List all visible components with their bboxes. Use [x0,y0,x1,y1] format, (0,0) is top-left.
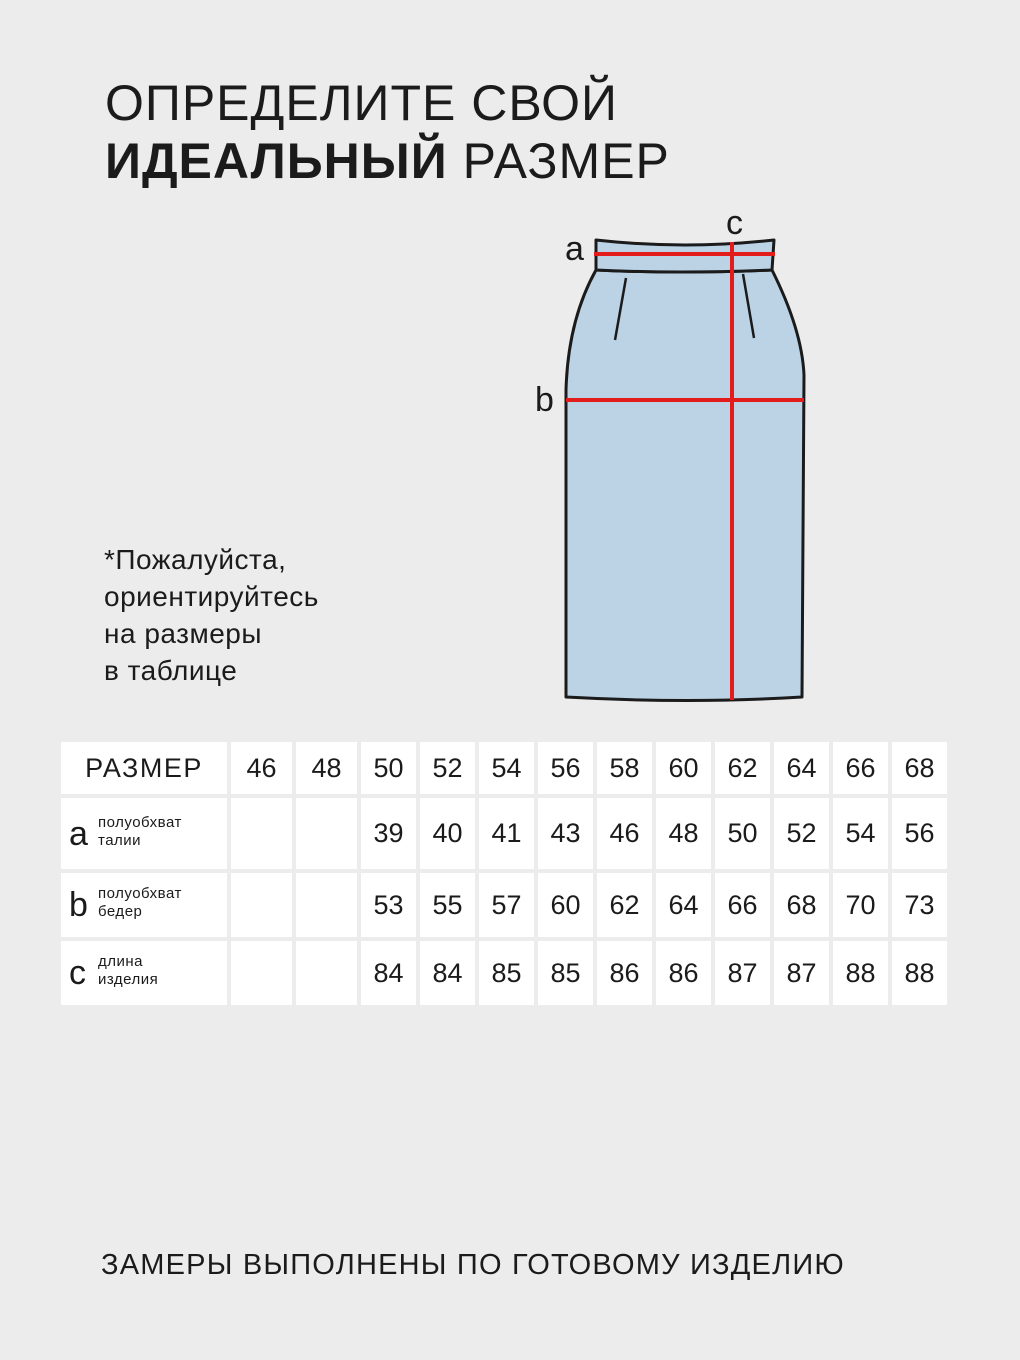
row-letter: c [69,954,86,992]
table-cell [231,873,292,937]
table-cell [231,941,292,1005]
size-header-cell: 56 [538,742,593,794]
table-cell: 84 [420,941,475,1005]
table-cell: 73 [892,873,947,937]
size-header-cell: 66 [833,742,888,794]
size-header-label: РАЗМЕР [61,742,227,794]
table-cell: 43 [538,798,593,869]
size-header-cell: 46 [231,742,292,794]
table-cell: 62 [597,873,652,937]
table-cell: 88 [892,941,947,1005]
title-rest-word: РАЗМЕР [462,133,670,189]
table-cell: 57 [479,873,534,937]
table-cell: 84 [361,941,416,1005]
table-row-hips [61,873,947,937]
table-cell [231,798,292,869]
title-line-1: ОПРЕДЕЛИТЕ СВОЙ [105,75,618,131]
footer-note: ЗАМЕРЫ ВЫПОЛНЕНЫ ПО ГОТОВОМУ ИЗДЕЛИЮ [101,1249,845,1281]
table-row-waist [61,798,947,869]
table-cell: 87 [715,941,770,1005]
size-header-cell: 54 [479,742,534,794]
row-desc-line: изделия [98,971,159,988]
row-desc-line: бедер [98,903,143,920]
table-cell [296,941,357,1005]
table-cell: 40 [420,798,475,869]
row-description [98,814,182,850]
table-cell: 46 [597,798,652,869]
row-desc-line: длина [98,953,144,970]
table-cell: 85 [479,941,534,1005]
size-header-cell: 64 [774,742,829,794]
table-cell: 85 [538,941,593,1005]
row-desc-line: полуобхват [98,885,182,902]
row-label-cell [61,873,227,937]
row-description [98,953,158,989]
table-cell [296,873,357,937]
table-cell: 41 [479,798,534,869]
table-cell: 66 [715,873,770,937]
title-bold-word: ИДЕАЛЬНЫЙ [105,133,448,189]
table-cell: 48 [656,798,711,869]
size-note [104,541,319,689]
table-cell: 64 [656,873,711,937]
table-cell: 86 [597,941,652,1005]
table-cell: 50 [715,798,770,869]
skirt-diagram [520,200,830,710]
table-cell: 55 [420,873,475,937]
table-cell: 56 [892,798,947,869]
table-row-length [61,941,947,1005]
skirt-body [566,270,804,701]
table-cell: 54 [833,798,888,869]
note-line: в таблице [104,655,238,686]
table-cell: 70 [833,873,888,937]
row-label-cell [61,798,227,869]
row-label-cell [61,941,227,1005]
label-b: b [535,381,554,419]
row-letter: a [69,814,88,853]
size-table [57,738,951,1009]
note-line: ориентируйтесь [104,581,319,612]
page-title [105,74,670,190]
size-header-cell: 50 [361,742,416,794]
table-cell: 39 [361,798,416,869]
table-cell: 53 [361,873,416,937]
size-header-cell: 68 [892,742,947,794]
table-cell: 88 [833,941,888,1005]
size-header-row [61,742,947,794]
table-cell: 68 [774,873,829,937]
note-line: *Пожалуйста, [104,544,287,575]
row-desc-line: талии [98,831,142,849]
size-header-cell: 48 [296,742,357,794]
size-header-cell: 58 [597,742,652,794]
table-cell: 86 [656,941,711,1005]
label-a: a [565,230,584,268]
table-cell: 87 [774,941,829,1005]
table-cell: 52 [774,798,829,869]
size-header-cell: 60 [656,742,711,794]
row-description [98,885,182,921]
size-header-cell: 62 [715,742,770,794]
row-desc-line: полуобхват [98,813,182,831]
row-letter: b [69,886,88,924]
label-c: c [726,204,743,242]
note-line: на размеры [104,618,263,649]
table-cell: 60 [538,873,593,937]
table-cell [296,798,357,869]
size-header-cell: 52 [420,742,475,794]
